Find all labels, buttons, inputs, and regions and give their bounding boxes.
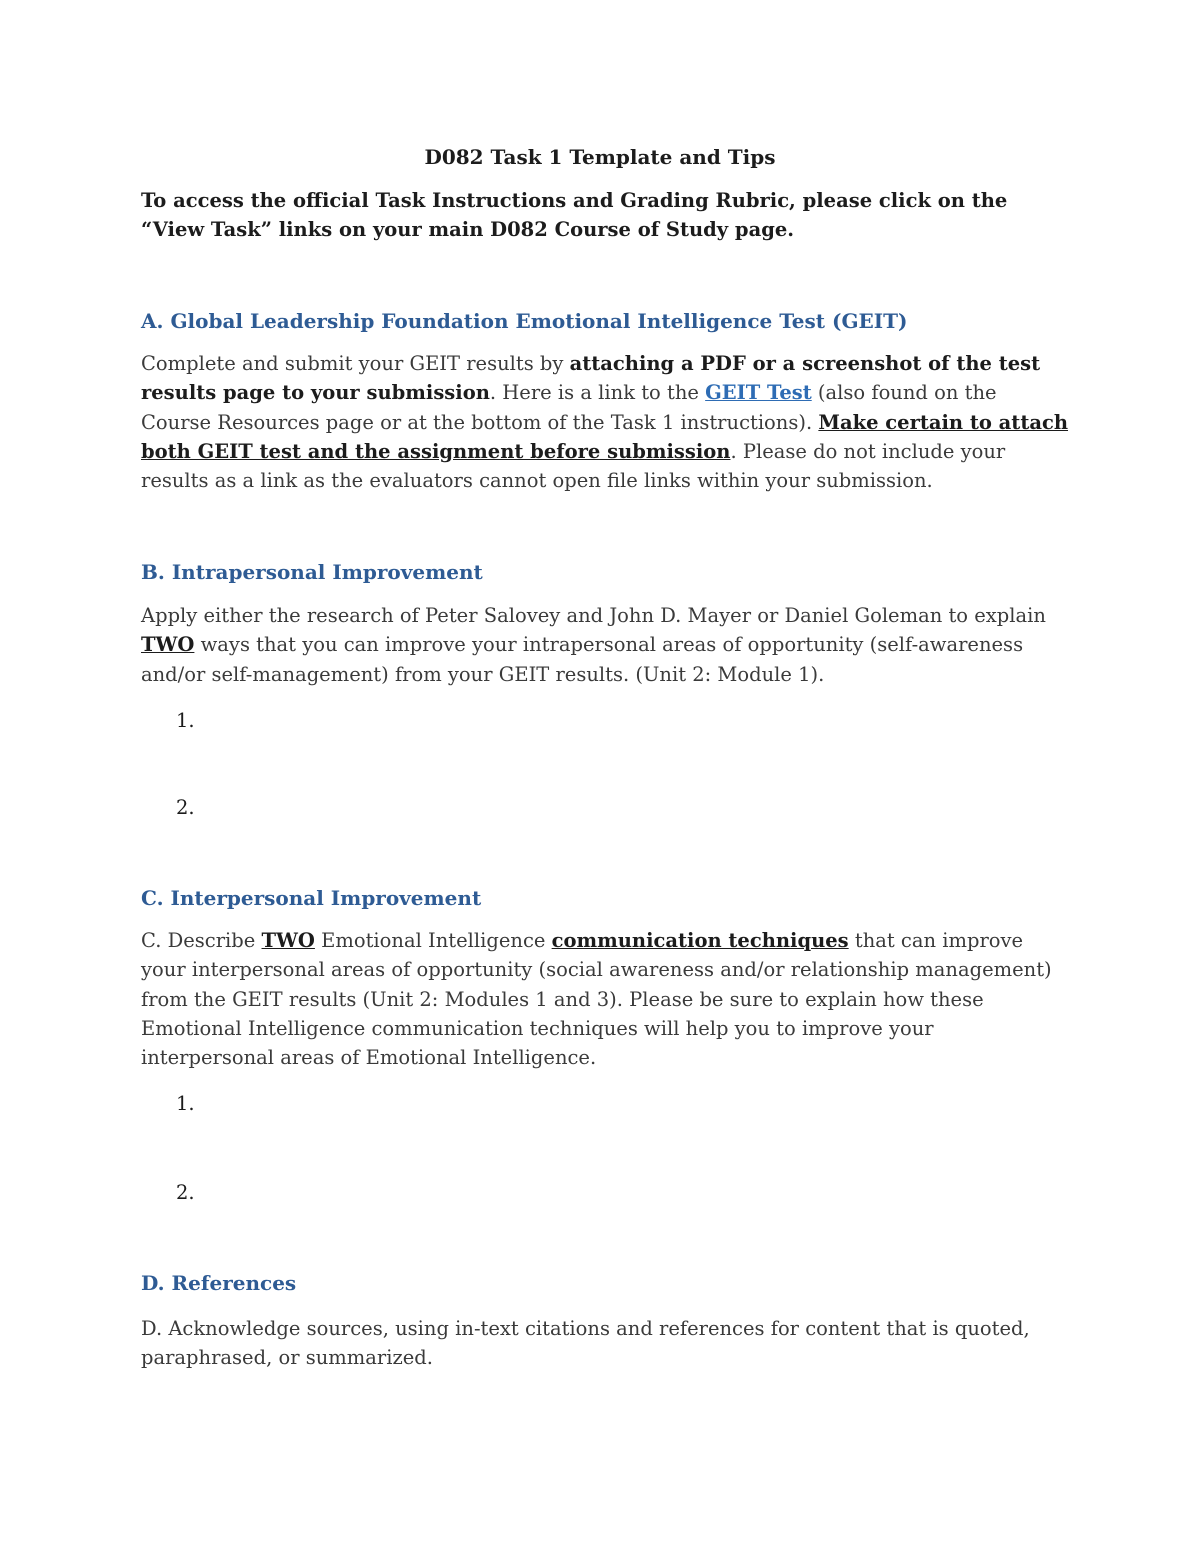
section-a-paragraph	[141, 349, 1071, 495]
section-c-text-2: Emotional Intelligence	[314, 929, 552, 952]
section-c-bold-2: communication techniques	[551, 929, 849, 952]
section-a-heading: A. Global Leadership Foundation Emotional Intelligence Test (GEIT)	[141, 309, 908, 333]
section-b-text-1: Apply either the research of Peter Salovey and John D. Mayer or Daniel Goleman to explain	[141, 604, 1046, 627]
section-a-bold-2: Make certain to attach both GEIT test and the assignment before submission	[141, 410, 1069, 463]
section-a-text-4: . Please do not include your results as a link as the evaluators cannot open file links within your submission.	[141, 439, 1006, 493]
section-a-bold-1: attaching a PDF or a screenshot of the test results page to your submission	[141, 352, 1041, 405]
section-a-text-1: Complete and submit your GEIT results by	[141, 352, 570, 375]
section-c-heading: C. Interpersonal Improvement	[141, 886, 482, 910]
section-c-paragraph	[141, 926, 1071, 1072]
section-b-list-item: 2.	[176, 796, 195, 819]
section-d-heading: D. References	[141, 1271, 297, 1295]
geit-test-link[interactable]: GEIT Test	[705, 381, 812, 405]
intro-paragraph: To access the official Task Instructions and Grading Rubric, please click on the “View Task” links on your main D082 Course of Study page.	[141, 189, 1008, 241]
page-title: D082 Task 1 Template and Tips	[424, 145, 776, 169]
section-c-list-item: 1.	[176, 1092, 195, 1115]
section-b-list-item: 1.	[176, 709, 195, 732]
section-d-paragraph: D. Acknowledge sources, using in-text citations and references for content that is quoted, paraphrased, or summarized.	[141, 1317, 1030, 1370]
section-b-text-2: ways that you can improve your intrapersonal areas of opportunity (self-awareness and/or self-management) from your GEIT results. (Unit 2: Module 1).	[141, 633, 1024, 686]
section-c-text-1: C. Describe	[141, 929, 262, 952]
section-c-text-3: that can improve your interpersonal areas of opportunity (social awareness and/or relationship management) from the GEIT results (Unit 2: Modules 1 and 3). Please be sure to explain how these Emotional Intelligence communication techniques will help you to improve your interpersonal areas of Emotional Intelligence.	[141, 929, 1052, 1070]
section-c-bold-1: TWO	[261, 929, 315, 952]
section-a-text-2: . Here is a link to the	[489, 381, 706, 405]
section-c-list-item: 2.	[176, 1181, 195, 1204]
section-b-heading: B. Intrapersonal Improvement	[141, 560, 483, 584]
section-b-paragraph	[141, 601, 1071, 689]
section-b-bold-1: TWO	[141, 633, 195, 657]
section-a-text-3: (also found on the Course Resources page or at the bottom of the Task 1 instructions).	[141, 381, 997, 434]
